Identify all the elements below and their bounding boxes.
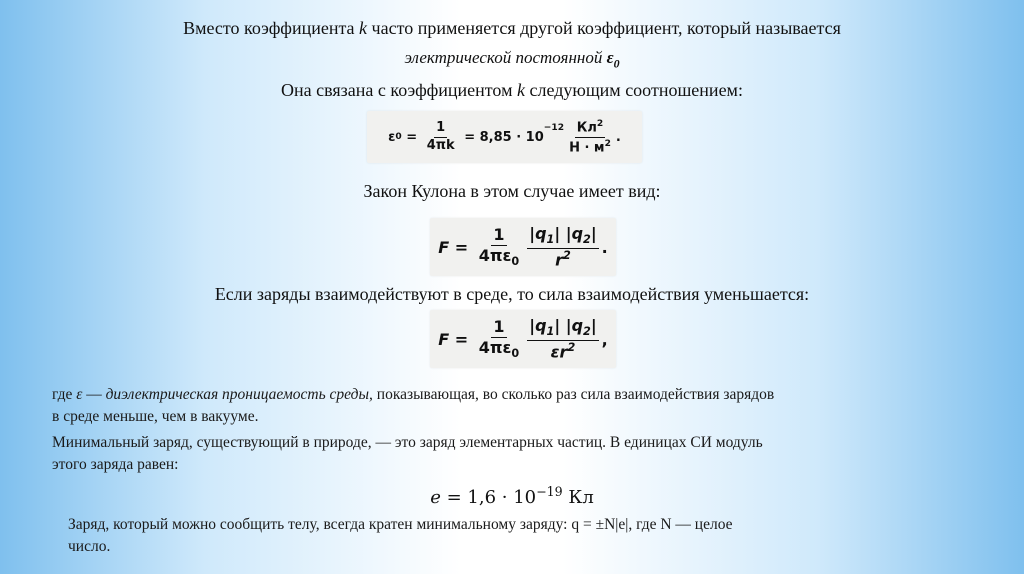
f3-bar: | [590, 316, 597, 336]
f2-den1-text: 4πε [478, 245, 512, 265]
p1-eps: ε [76, 386, 83, 403]
f1-unit-den-sup: 2 [604, 138, 611, 149]
f3-num1: 1 [493, 316, 505, 336]
f3-eq: = [449, 329, 474, 349]
intro-text-1: Вместо коэффициента [183, 18, 360, 38]
f2-bar: | [590, 224, 597, 244]
min-charge-paragraph [52, 432, 1002, 476]
intro-line-1 [0, 18, 1024, 39]
f2-q2: | |q [554, 224, 584, 244]
f1-value: = 8,85 · 10 [459, 129, 544, 145]
f1-exp: −12 [543, 123, 565, 133]
epsilon-sub: 0 [613, 56, 620, 71]
f1-num: 1 [434, 121, 447, 137]
f2-fraction-2 [527, 225, 598, 268]
intro-text-4: следующим соотношением: [524, 80, 743, 100]
f2-den1-sub: 0 [511, 254, 520, 268]
e-exp: −19 [536, 484, 563, 499]
k-symbol-2: k [516, 80, 525, 100]
f1-unit-den-text: Н · м [569, 139, 605, 155]
coulomb-formula [430, 218, 616, 276]
min-charge-line-2: этого заряда равен: [52, 456, 179, 473]
f3-q1-sub: 1 [546, 325, 555, 339]
f1-unit-num [575, 119, 605, 138]
f3-er: εr [550, 342, 568, 362]
electric-constant-term: электрической постоянной [404, 48, 607, 67]
f3-den1-text: 4πε [478, 337, 512, 357]
e-symbol: e [430, 487, 441, 508]
f1-unit-num-text: Кл [576, 120, 597, 136]
f3-lhs: F [438, 329, 450, 349]
f1-eq: = [401, 129, 422, 145]
e-value: = 1,6 · 10 [440, 487, 537, 508]
p1-rest: показывающая, во сколько раз сила взаимодействия зарядов [372, 386, 775, 403]
medium-heading: Если заряды взаимодействуют в среде, то сила взаимодействия уменьшается: [214, 284, 810, 304]
f3-end: , [601, 329, 608, 349]
epsilon0-formula [367, 111, 642, 163]
f2-eq: = [449, 237, 474, 257]
coulomb-heading: Закон Кулона в этом случае имеет вид: [363, 181, 661, 201]
f2-den1 [477, 246, 522, 269]
f3-fraction-2 [527, 317, 598, 360]
f1-unit-num-sup: 2 [596, 118, 604, 129]
f3-q2: | |q [554, 316, 584, 336]
f2-lhs: F [438, 237, 450, 257]
f3-fraction-1 [477, 318, 522, 360]
intro-text-3: Она связана с коэффициентом [281, 80, 517, 100]
f2-end: . [601, 237, 608, 257]
f2-den2 [553, 249, 573, 269]
f2-q1-sub: 1 [546, 233, 555, 247]
f2-num1: 1 [493, 224, 505, 244]
p1-prefix: где [52, 386, 77, 403]
permittivity-line-2: в среде меньше, чем в вакууме. [52, 408, 259, 425]
quantization-paragraph [68, 514, 998, 558]
min-charge-line-1: Минимальный заряд, существующий в природе, — это заряд элементарных частиц. В единицах СИ модуль [52, 434, 763, 451]
p1-term: диэлектрическая проницаемость среды, [105, 386, 373, 403]
f1-unit [567, 119, 613, 155]
f2-num2 [527, 225, 598, 249]
epsilon0-symbol [606, 48, 620, 71]
f1-fraction [425, 121, 457, 153]
p1-dash: — [82, 386, 106, 403]
f2-q2-sub: 2 [583, 233, 591, 247]
permittivity-paragraph [52, 384, 1002, 428]
e-unit: Кл [562, 487, 594, 508]
intro-line-3 [0, 80, 1024, 101]
f3-q1: |q [529, 316, 547, 336]
intro-text-2: часто применяется другой коэффициент, который называется [367, 18, 841, 38]
f3-er-sup: 2 [567, 340, 576, 354]
f3-den2 [549, 341, 578, 361]
f3-num2 [527, 317, 598, 341]
f2-r-sup: 2 [562, 248, 571, 262]
f3-den1-sub: 0 [511, 346, 520, 360]
quantization-line-1: Заряд, который можно сообщить телу, всегда кратен минимальному заряду: q = ±N|e|, где N — целое [68, 516, 733, 533]
f1-lhs: ε [388, 129, 396, 145]
medium-formula [430, 310, 616, 368]
f2-r: r [555, 250, 563, 270]
epsilon-char: ε [606, 48, 614, 67]
permittivity-line-1 [52, 384, 1002, 406]
f3-den1 [477, 338, 522, 361]
f1-unit-den [567, 138, 613, 156]
k-symbol: k [359, 18, 368, 38]
intro-line-2 [0, 48, 1024, 71]
f1-lhs-sub: 0 [395, 132, 402, 142]
elementary-charge-formula [0, 484, 1024, 508]
f3-q2-sub: 2 [583, 325, 591, 339]
f2-fraction-1 [477, 226, 522, 268]
f1-end: . [615, 129, 621, 145]
f2-q1: |q [529, 224, 547, 244]
f1-den: 4πk [426, 137, 455, 153]
quantization-line-2: число. [68, 538, 111, 555]
